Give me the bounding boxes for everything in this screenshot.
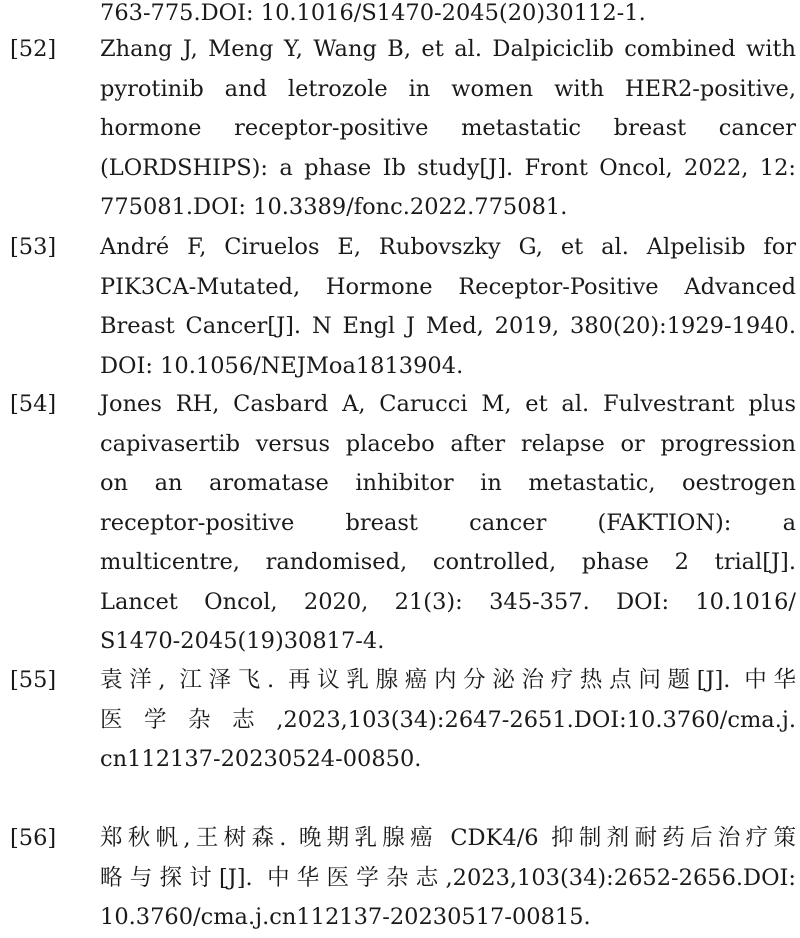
reference-line: Breast Cancer[J]. N Engl J Med, 2019, 380(20):1929-1940. [100,313,796,339]
reference-line: receptor-positive breast cancer (FAKTION): a [100,509,796,536]
reference-number: [53] [10,234,57,260]
reference-text [100,228,796,386]
reference-line: PIK3CA-Mutated, Hormone Receptor-Positive Advanced [100,273,796,300]
reference-text [100,661,796,780]
reference-number: [54] [10,391,57,417]
reference-line: Lancet Oncol, 2020, 21(3): 345-357. DOI: 10.1016/ [100,588,796,615]
reference-number: [52] [10,36,57,62]
reference-line: 郑秋帆,王树森. 晚期乳腺癌 CDK4/6 抑制剂耐药后治疗策 [100,825,796,851]
reference-line: pyrotinib and letrozole in women with HER2-positive, [100,75,796,102]
reference-text [100,30,796,228]
reference-line: cn112137-20230524-00850. [100,746,422,772]
reference-text [100,819,796,938]
reference-text [100,385,796,662]
reference-line: 775081.DOI: 10.3389/fonc.2022.775081. [100,194,568,220]
reference-line: 略与探讨[J]. 中华医学杂志,2023,103(34):2652-2656.DOI: [100,864,796,891]
reference-line: (LORDSHIPS): a phase Ib study[J]. Front Oncol, 2022, 12: [100,154,796,181]
reference-line: S1470-2045(19)30817-4. [100,628,385,654]
reference-line: Jones RH, Casbard A, Carucci M, et al. Fulvestrant plus [100,391,796,417]
reference-line: on an aromatase inhibitor in metastatic, oestrogen [100,470,796,496]
reference-line: André F, Ciruelos E, Rubovszky G, et al. Alpelisib for [100,234,796,260]
reference-number: [56] [10,825,57,851]
reference-continuation: 763-775.DOI: 10.1016/S1470-2045(20)30112-1. [100,0,646,26]
reference-number: [55] [10,667,57,693]
reference-line: multicentre, randomised, controlled, phase 2 trial[J]. [100,549,796,575]
reference-line: 医学杂志,2023,103(34):2647-2651.DOI:10.3760/cma.j. [100,706,796,733]
reference-line: Zhang J, Meng Y, Wang B, et al. Dalpiciclib combined with [100,36,796,62]
reference-line: capivasertib versus placebo after relapse or progression [100,430,796,457]
reference-line: 10.3760/cma.j.cn112137-20230517-00815. [100,904,591,930]
reference-line: 袁洋, 江泽飞. 再议乳腺癌内分泌治疗热点问题[J]. 中华 [100,667,796,693]
reference-line: hormone receptor-positive metastatic breast cancer [100,115,796,141]
reference-line: DOI: 10.1056/NEJMoa1813904. [100,352,464,379]
